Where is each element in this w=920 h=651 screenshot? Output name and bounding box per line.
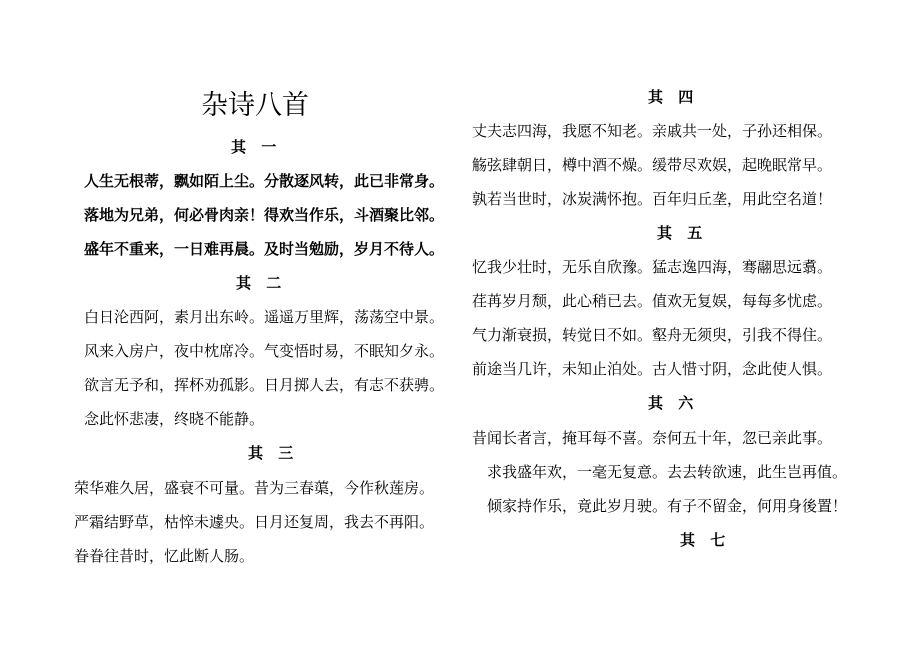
poem-1-line-1: 人生无根蒂，飘如陌上尘。分散逐风转，此已非常身。 — [84, 172, 445, 190]
document-title: 杂诗八首 — [201, 90, 309, 121]
poem-3-line-2: 严霜结野草，枯悴未遽央。日月还复周，我去不再阳。 — [74, 513, 435, 531]
poem-4-line-1: 丈夫志四海，我愿不知老。亲戚共一处，子孙还相保。 — [472, 122, 833, 140]
poem-3-heading: 其 三 — [248, 444, 299, 462]
poem-1-line-3: 盛年不重来，一日难再晨。及时当勉励，岁月不待人。 — [84, 240, 445, 258]
poem-6-line-1: 昔闻长者言，掩耳每不喜。奈何五十年，忽已亲此事。 — [472, 429, 833, 447]
poem-5-heading: 其 五 — [657, 224, 708, 242]
poem-6-line-3: 倾家持作乐，竟此岁月驶。有子不留金，何用身後置！ — [487, 497, 848, 515]
poem-2-heading: 其 二 — [236, 274, 287, 292]
poem-7-heading: 其 七 — [680, 531, 731, 549]
poem-2-line-4: 念此怀悲凄，终晓不能静。 — [84, 410, 265, 428]
poem-1-line-2: 落地为兄弟，何必骨肉亲！得欢当作乐，斗酒聚比邻。 — [84, 206, 445, 224]
poem-2-line-3: 欲言无予和，挥杯劝孤影。日月掷人去，有志不获骋。 — [84, 376, 445, 394]
poem-6-heading: 其 六 — [648, 394, 699, 412]
poem-5-line-4: 前途当几许，未知止泊处。古人惜寸阴，念此使人惧。 — [472, 360, 833, 378]
poem-4-heading: 其 四 — [648, 88, 699, 106]
poem-3-line-1: 荣华难久居，盛衰不可量。昔为三春蕖，今作秋莲房。 — [74, 479, 435, 497]
poem-1-heading: 其 一 — [231, 138, 282, 156]
poem-5-line-3: 气力渐衰损，转觉日不如。壑舟无须臾，引我不得住。 — [472, 326, 833, 344]
poem-5-line-2: 荏苒岁月颓，此心稍已去。值欢无复娱，每每多忧虑。 — [472, 292, 833, 310]
poem-2-line-1: 白日沦西阿，素月出东岭。遥遥万里辉，荡荡空中景。 — [84, 308, 445, 326]
poem-2-line-2: 风来入房户，夜中枕席冷。气变悟时易，不眠知夕永。 — [84, 342, 445, 360]
poem-4-line-3: 孰若当世时，冰炭满怀抱。百年归丘垄，用此空名道！ — [472, 190, 833, 208]
poem-3-line-3: 眷眷往昔时，忆此断人肠。 — [74, 547, 255, 565]
poem-6-line-2: 求我盛年欢，一毫无复意。去去转欲速，此生岂再值。 — [487, 463, 848, 481]
poem-4-line-2: 觞弦肆朝日，樽中酒不燥。缓带尽欢娱，起晚眠常早。 — [472, 156, 833, 174]
poem-5-line-1: 忆我少壮时，无乐自欣豫。猛志逸四海，骞翮思远翥。 — [472, 258, 833, 276]
